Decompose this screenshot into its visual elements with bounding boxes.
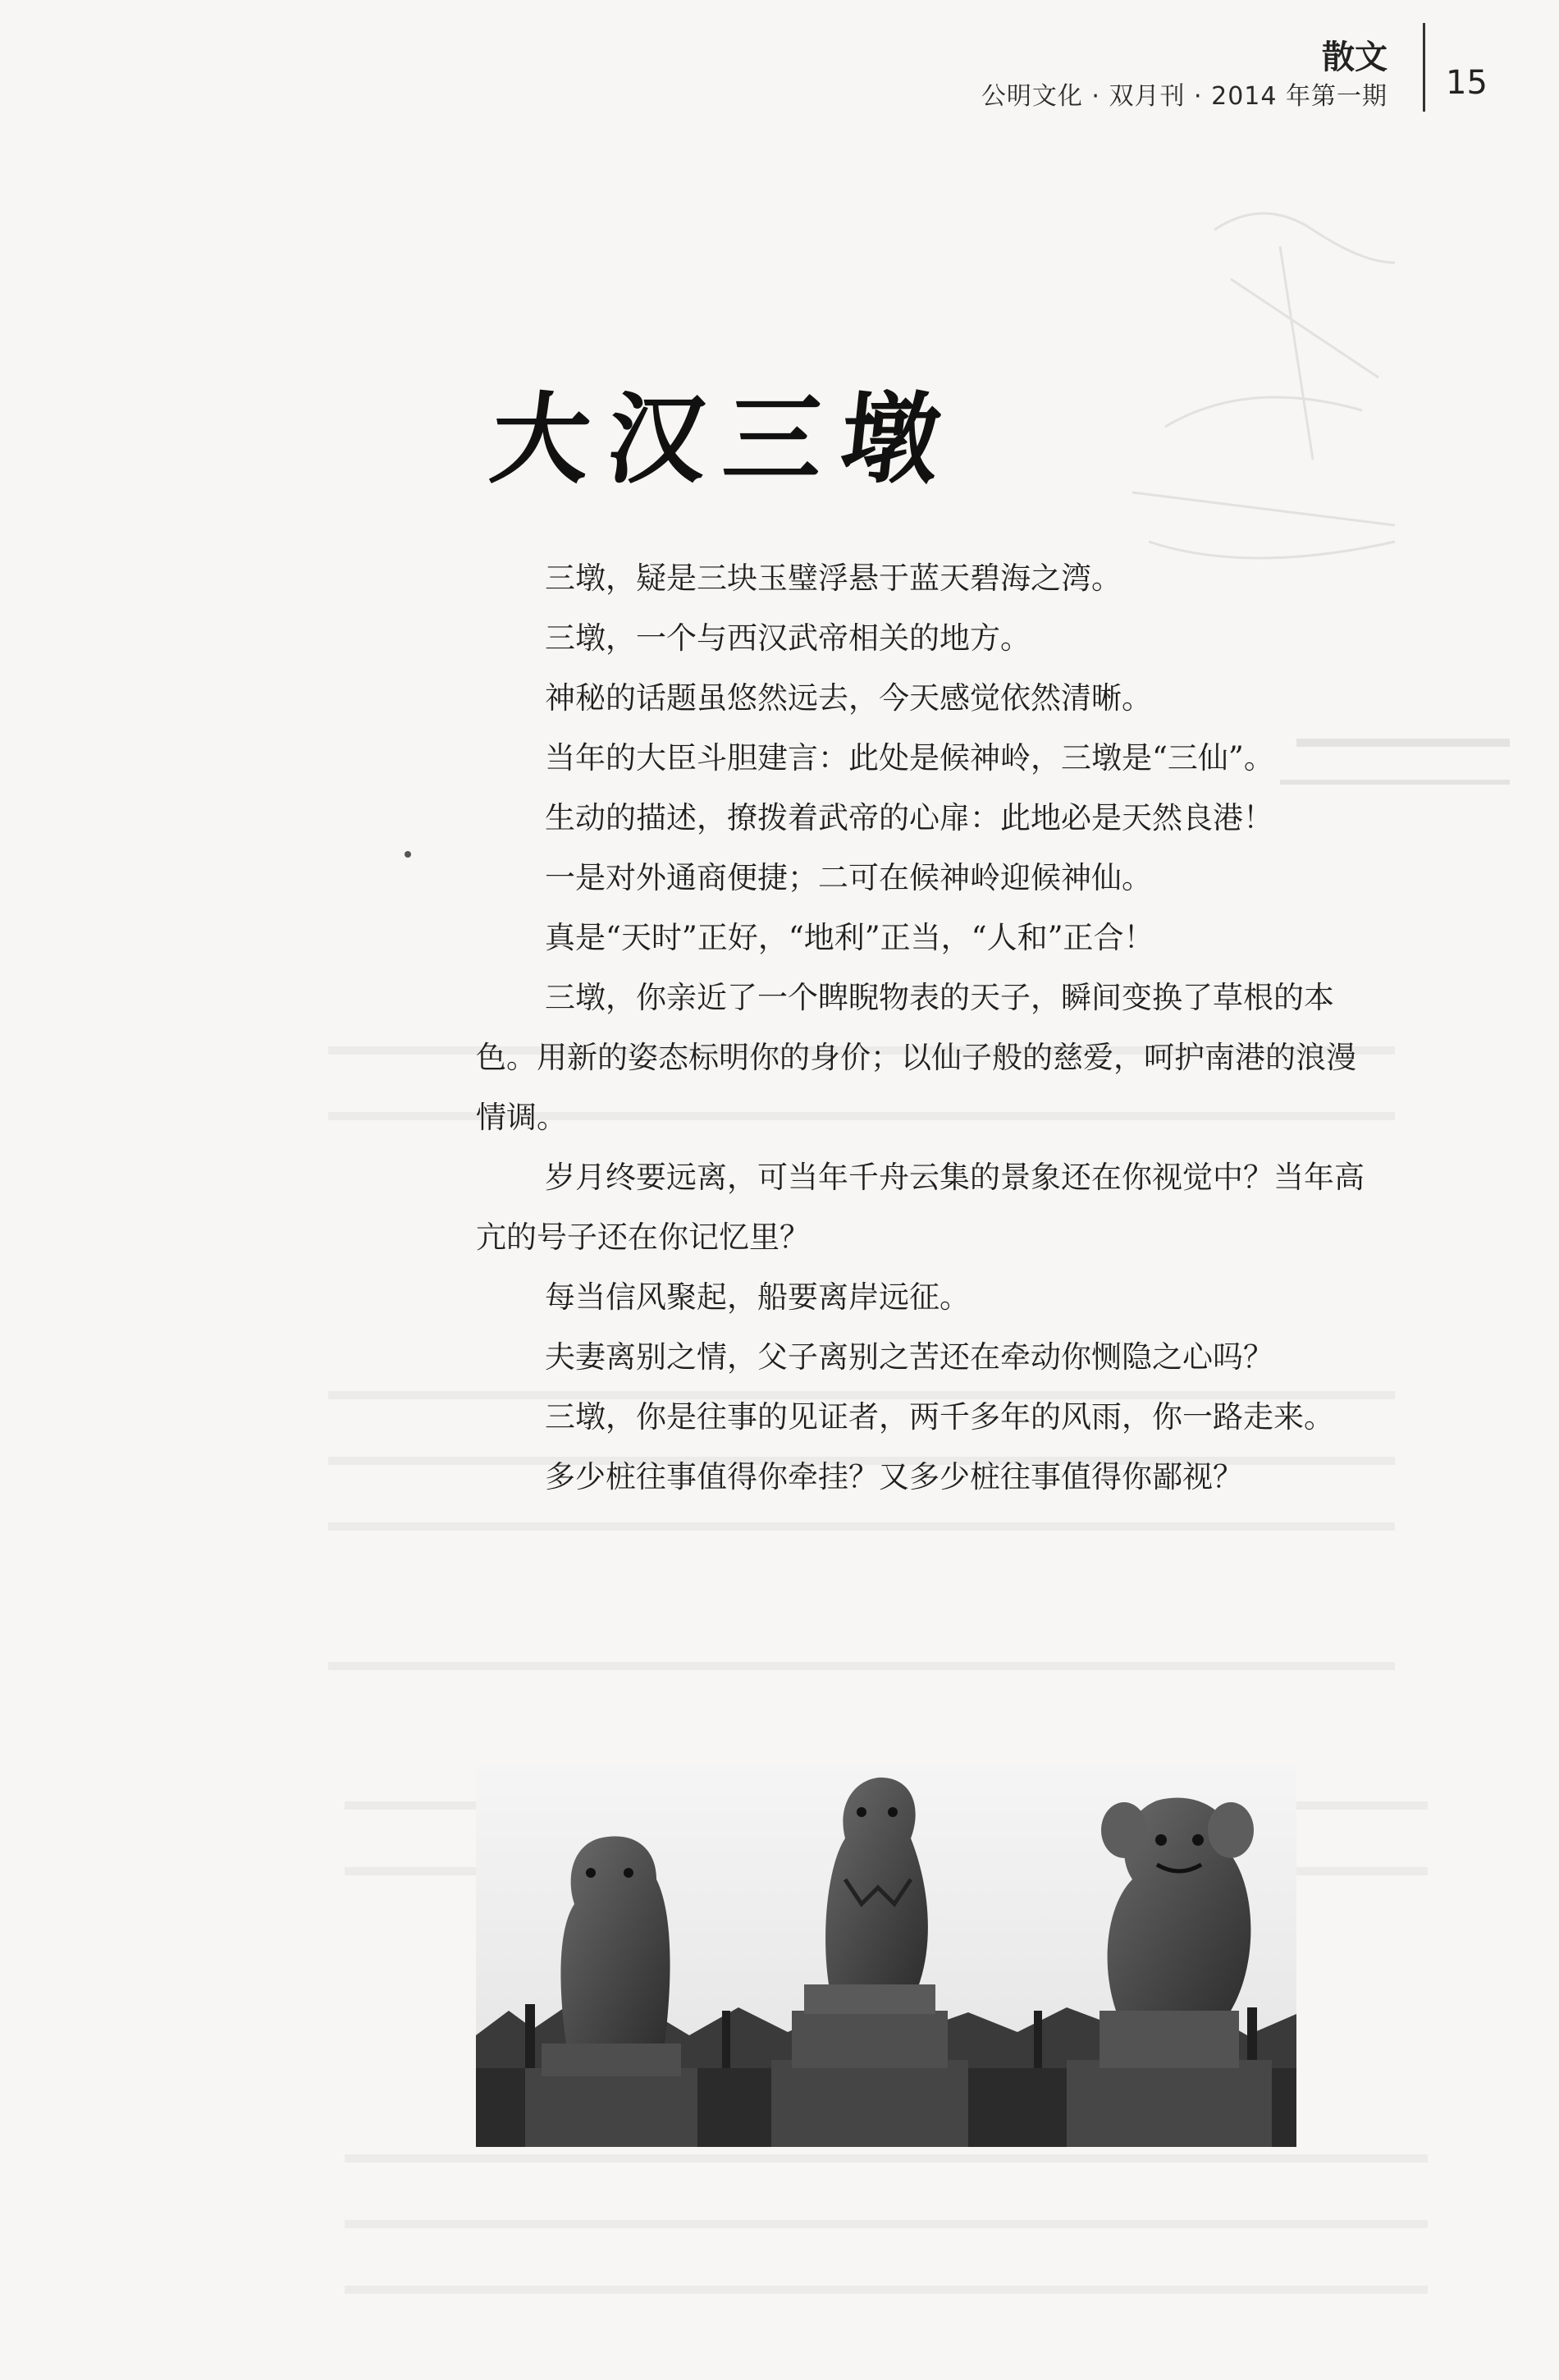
header-divider (1423, 23, 1425, 112)
paragraph: 神秘的话题虽悠然远去，今天感觉依然清晰。 (545, 680, 1152, 716)
stone-statues-photo (476, 1764, 1296, 2147)
section-label: 散文 (1322, 39, 1388, 76)
journal-issue-line: 公明文化 · 双月刊 · 2014 年第一期 (981, 82, 1388, 111)
page-number: 15 (1446, 64, 1488, 102)
paragraph: 三墩，一个与西汉武帝相关的地方。 (545, 620, 1031, 656)
paragraph: 三墩，你是往事的见证者，两千多年的风雨，你一路走来。 (545, 1399, 1334, 1435)
paragraph: 生动的描述，撩拨着武帝的心扉：此地必是天然良港！ (545, 800, 1273, 835)
paragraph: 一是对外通商便捷；二可在候神岭迎候神仙。 (545, 860, 1152, 895)
paragraph: 每当信风聚起，船要离岸远征。 (545, 1279, 970, 1315)
article-body (476, 548, 1370, 1507)
article-title: 大汉三墩 (485, 382, 964, 497)
print-speck (404, 850, 412, 858)
paragraph: 当年的大臣斗胆建言：此处是候神岭，三墩是“三仙”。 (545, 740, 1274, 776)
paragraph: 三墩，疑是三块玉璧浮悬于蓝天碧海之湾。 (545, 561, 1122, 596)
paragraph: 岁月终要远离，可当年千舟云集的景象还在你视觉中？当年高亢的号子还在你记忆里？ (476, 1160, 1365, 1255)
paragraph: 三墩，你亲近了一个睥睨物表的天子，瞬间变换了草根的本色。用新的姿态标明你的身价；以仙子般的慈爱，呵护南港的浪漫情调。 (476, 980, 1356, 1135)
paragraph: 多少桩往事值得你牵挂？又多少桩往事值得你鄙视？ (545, 1459, 1243, 1494)
paragraph: 夫妻离别之情，父子离别之苦还在牵动你恻隐之心吗？ (545, 1339, 1273, 1375)
paragraph: 真是“天时”正好，“地利”正当，“人和”正合！ (545, 920, 1154, 955)
